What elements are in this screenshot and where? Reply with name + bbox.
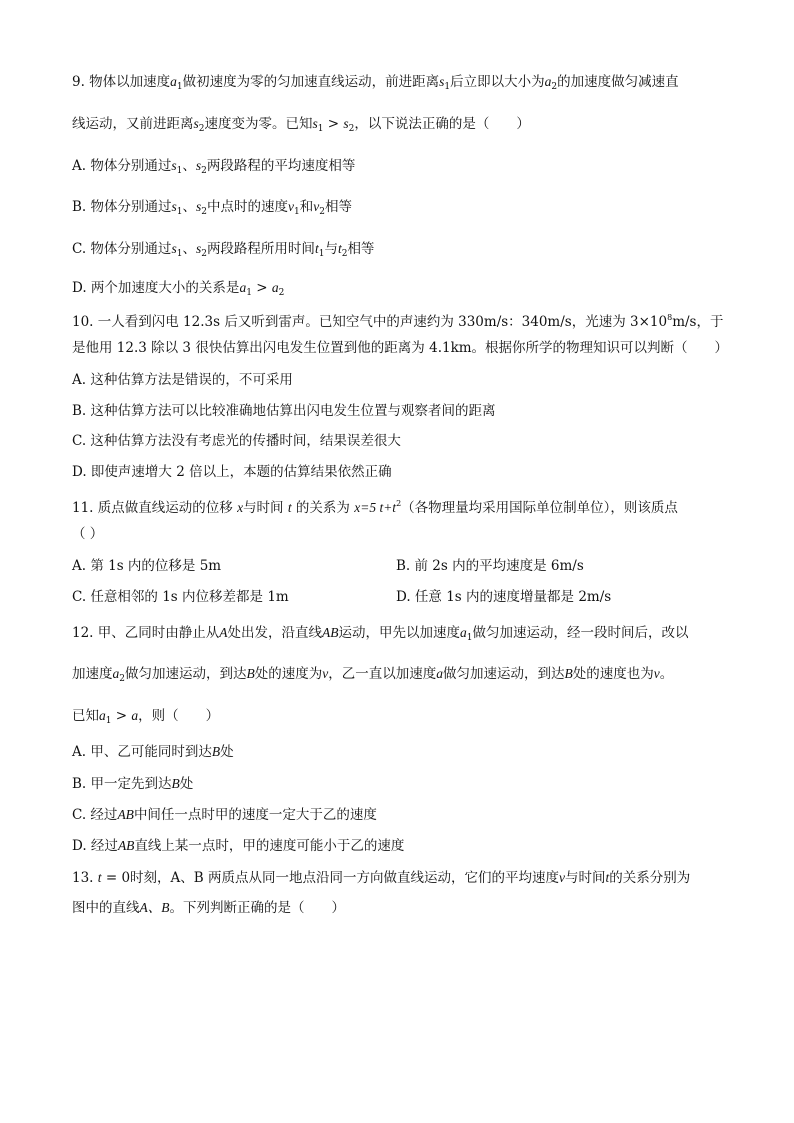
text: ，以下说法正确的是（ ） xyxy=(354,116,530,132)
q10-stem-line2: 是他用 12.3 除以 3 很快估算出闪电发生位置到他的距离为 4.1km。根据你所学的物理知识可以判断（ ） xyxy=(72,340,729,356)
text: （各物理量均采用国际单位制单位），则该质点 xyxy=(401,500,678,516)
subscript: 2 xyxy=(319,207,325,217)
var-s: s xyxy=(193,116,199,131)
var-t: t xyxy=(337,241,342,256)
text: 做初速度为零的匀加速直线运动，前进距离 xyxy=(182,74,440,90)
text: 与 xyxy=(324,241,338,257)
var-v: v xyxy=(288,199,295,214)
subscript: 1 xyxy=(176,166,183,176)
text: 图中的直线 xyxy=(72,900,140,916)
q11-stem-line2: （ ） xyxy=(72,526,104,542)
text: D. 经过 xyxy=(72,838,118,854)
subscript: 1 xyxy=(318,249,325,259)
text: 两段路程所用时间 xyxy=(206,241,315,257)
var-B: B xyxy=(211,744,221,759)
subscript: 2 xyxy=(201,249,207,259)
var-s: s xyxy=(195,241,202,256)
q9-stem-line2 xyxy=(72,114,530,139)
text: D. 两个加速度大小的关系是 xyxy=(72,280,240,296)
text: 相等 xyxy=(347,241,375,257)
var-B: B xyxy=(246,666,255,681)
var-t: t xyxy=(287,500,292,515)
q11-option-d: D. 任意 1s 内的速度增量都是 2m/s xyxy=(396,589,612,605)
q10-option-d: D. 即使声速增大 2 倍以上，本题的估算结果依然正确 xyxy=(72,464,392,480)
text: m/s，于 xyxy=(672,314,724,330)
q10-option-c: C. 这种估算方法没有考虑光的传播时间，结果误差很大 xyxy=(72,433,401,449)
text: 中点时的速度 xyxy=(207,199,289,215)
text: B. 物体分别通过 xyxy=(72,199,172,215)
text: 时刻，A、B 两质点从同一地点沿同一方向做直线运动，它们的平均速度 xyxy=(130,870,559,886)
subscript: 2 xyxy=(551,82,558,92)
subscript: 1 xyxy=(466,633,473,643)
subscript: 1 xyxy=(294,207,300,217)
var-a: a xyxy=(544,74,552,89)
q10-stem-line1 xyxy=(72,308,723,332)
text: 、 xyxy=(182,241,196,257)
q13-stem-line2 xyxy=(72,898,345,918)
subscript: 1 xyxy=(176,207,183,217)
text: 处的速度也为 xyxy=(572,666,654,682)
var-v: v xyxy=(322,666,329,681)
subscript: 2 xyxy=(201,166,207,176)
q9-option-d xyxy=(72,278,284,303)
var-s: s xyxy=(171,199,177,214)
var-a: a xyxy=(131,708,139,723)
subscript: 1 xyxy=(176,82,183,92)
subscript: 2 xyxy=(198,124,205,134)
text: 做匀加速运动，到达 xyxy=(124,666,247,682)
text: 10. 一人看到闪电 12.3s 后又听到雷声。已知空气中的声速约为 330m/s：340m/s，光速为 3×10 xyxy=(72,314,668,330)
q11-option-a: A. 第 1s 内的位移是 5m xyxy=(72,558,222,574)
text: 处 xyxy=(220,744,234,760)
subscript: 1 xyxy=(246,288,252,298)
q10-option-a: A. 这种估算方法是错误的，不可采用 xyxy=(72,372,293,388)
var-AB: AB xyxy=(117,838,135,853)
text: C. 物体分别通过 xyxy=(72,241,172,257)
subscript: 2 xyxy=(201,207,208,217)
var-a: a xyxy=(436,666,443,681)
q12-option-a xyxy=(72,742,234,762)
var-B: B xyxy=(171,776,180,791)
text: 做匀加速运动，经一段时间后，改以 xyxy=(472,625,689,641)
var-t: t xyxy=(97,870,102,885)
var-s: s xyxy=(439,74,445,89)
q11-option-c: C. 任意相邻的 1s 内位移差都是 1m xyxy=(72,589,289,605)
subscript: 1 xyxy=(317,124,324,134)
text: 后立即以大小为 xyxy=(450,74,545,90)
text: 与时间 xyxy=(565,870,606,886)
var-a: a xyxy=(239,280,247,295)
var-s: s xyxy=(343,116,349,131)
var-a: a xyxy=(460,625,467,640)
var-v: v xyxy=(313,199,320,214)
text: 的关系分别为 xyxy=(609,870,691,886)
q10-option-b: B. 这种估算方法可以比较准确地估算出闪电发生位置与观察者间的距离 xyxy=(72,403,496,419)
text: 12. 甲、乙同时由静止从 xyxy=(72,625,220,641)
subscript: 2 xyxy=(348,124,355,134)
text: 已知 xyxy=(72,708,99,724)
subscript: 2 xyxy=(341,249,348,259)
var-v: v xyxy=(559,870,565,885)
q12-stem-line2 xyxy=(72,664,673,689)
var-s: s xyxy=(312,116,318,131)
var-t: t xyxy=(605,870,610,885)
q11-stem-line1 xyxy=(72,494,678,518)
var-A: A xyxy=(219,625,228,640)
text: 相等 xyxy=(324,199,352,215)
text: 11. 质点做直线运动的位移 xyxy=(72,500,233,516)
text: 、 xyxy=(182,199,197,215)
q12-option-b xyxy=(72,774,193,794)
q12-stem-line1 xyxy=(72,623,689,648)
var-s: s xyxy=(171,158,177,173)
text: = 0 xyxy=(101,870,131,886)
subscript: 2 xyxy=(119,674,125,684)
text: 处 xyxy=(179,776,194,792)
var-a: a xyxy=(271,280,279,295)
text: 线运动，又前进距离 xyxy=(72,116,194,132)
superscript: 8 xyxy=(667,313,673,322)
text: 做匀加速运动，到达 xyxy=(442,666,565,682)
math-op: > xyxy=(251,280,272,296)
text: 的加速度做匀减速直 xyxy=(557,74,679,90)
text: 。下列判断正确的是（ ） xyxy=(169,900,345,916)
text: 速度变为零。已知 xyxy=(204,116,313,132)
text: ，则（ ） xyxy=(138,708,220,724)
text: A. 甲、乙可能同时到达 xyxy=(72,744,212,760)
q9-option-b xyxy=(72,197,352,222)
q9-option-c xyxy=(72,239,374,264)
math-op: > xyxy=(323,116,344,132)
text: 直线上某一点时，甲的速度可能小于乙的速度 xyxy=(134,838,405,854)
text: ，乙一直以加速度 xyxy=(328,666,437,682)
text: 和 xyxy=(299,199,314,215)
var-x: x xyxy=(237,500,244,515)
math-op: > xyxy=(111,708,132,724)
var-a: a xyxy=(112,666,120,681)
var-AB: AB xyxy=(322,625,339,640)
text: C. 经过 xyxy=(72,807,118,823)
text: A. 物体分别通过 xyxy=(72,158,172,174)
superscript: 2 xyxy=(396,499,402,508)
var-s: s xyxy=(171,241,177,256)
q9-option-a xyxy=(72,156,355,181)
var-AB: AB xyxy=(117,807,134,822)
text: 两段路程的平均速度相等 xyxy=(206,158,356,174)
var-s: s xyxy=(195,158,202,173)
subscript: 1 xyxy=(444,82,451,92)
text: 与时间 xyxy=(243,500,284,516)
text: B. 甲一定先到达 xyxy=(72,776,172,792)
subscript: 1 xyxy=(176,249,183,259)
text: 9. 物体以加速度 xyxy=(72,74,171,90)
text: 、 xyxy=(182,158,196,174)
var-v: v xyxy=(653,666,660,681)
var-s: s xyxy=(196,199,202,214)
q11-option-b: B. 前 2s 内的平均速度是 6m/s xyxy=(396,558,584,574)
q9-stem-line1 xyxy=(72,72,679,97)
text: 加速度 xyxy=(72,666,113,682)
text: 处的速度为 xyxy=(254,666,323,682)
text: 中间任一点时甲的速度一定大于乙的速度 xyxy=(133,807,377,823)
var-a: a xyxy=(99,708,106,723)
q13-stem-line1 xyxy=(72,868,690,888)
var-AB: A、B xyxy=(139,900,170,915)
text: 处出发，沿直线 xyxy=(227,625,323,641)
q12-option-c xyxy=(72,805,377,825)
var-B: B xyxy=(564,666,573,681)
q12-stem-line3 xyxy=(72,706,219,731)
q12-option-d xyxy=(72,836,404,856)
var-t: t xyxy=(314,241,319,256)
text: 13. xyxy=(72,870,94,886)
text: 的关系为 xyxy=(295,500,350,516)
formula: x=5 t+t xyxy=(354,500,397,515)
var-a: a xyxy=(170,74,177,89)
subscript: 2 xyxy=(278,288,285,298)
text: 运动，甲先以加速度 xyxy=(338,625,461,641)
text: 。 xyxy=(659,666,674,682)
subscript: 1 xyxy=(105,716,112,726)
